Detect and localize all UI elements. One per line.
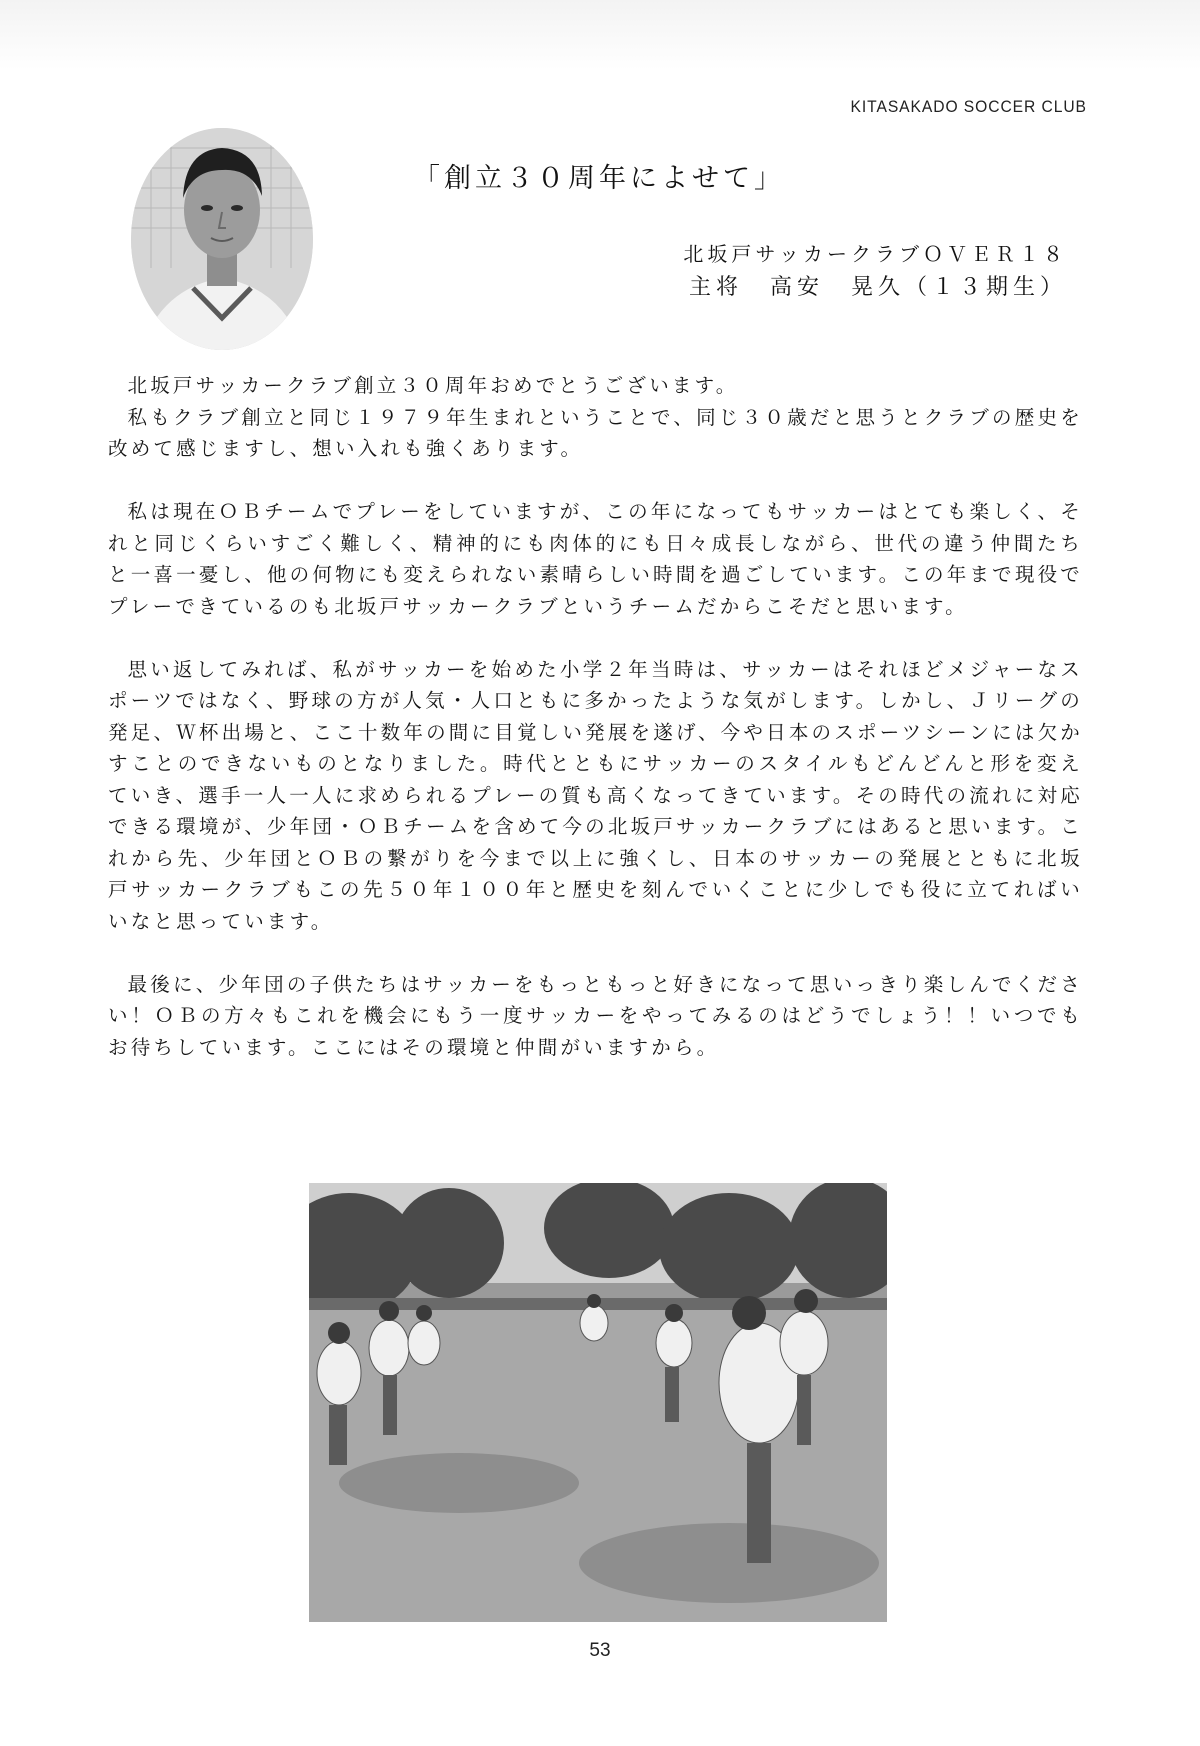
author-name: 主将 高安 晃久（１３期生） [688,275,1067,300]
author-portrait [131,128,313,350]
team-training-photo [309,1183,887,1622]
paragraph-closing: 最後に、少年団の子供たちはサッカーをもっともっと好きになって思いっきり楽しんでください！ＯＢの方々もこれを機会にもう一度サッカーをやってみるのはどうでしょう！！いつでもお待ちしています。ここにはその環境と仲間がいますから。 [108,972,1083,1059]
author-organization: 北坂戸サッカークラブＯＶＥＲ１８ [683,242,1067,266]
paragraph-birth-year: 私もクラブ創立と同じ１９７９年生まれということで、同じ３０歳だと思うとクラブの歴史を改めて感じますし、想い入れも強くあります。 [108,405,1083,460]
scan-edge-shading [0,0,1200,70]
article-body [108,370,1083,1095]
paragraph-ob-team: 私は現在ＯＢチームでプレーをしていますが、この年になってもサッカーはとても楽しく、それと同じくらいすごく難しく、精神的にも肉体的にも日々成長しながら、世代の違う仲間たちと一喜一憂し、他の何物にも変えられない素晴らしい時間を過ごしています。この年まで現役でプレーできているのも北坂戸サッカークラブというチームだからこそだと思います。 [108,500,1083,618]
paragraph-greeting: 北坂戸サッカークラブ創立３０周年おめでとうございます。 [127,374,739,397]
paragraph-history: 思い返してみれば、私がサッカーを始めた小学２年当時は、サッカーはそれほどメジャーなスポーツではなく、野球の方が人気・人口ともに多かったような気がします。しかし、Ｊリーグの発足、Ｗ杯出場と、ここ十数年の間に目覚しい発展を遂げ、今や日本のスポーツシーンには欠かすことのできないものとなりました。時代とともにサッカーのスタイルもどんどんと形を変えていき、選手一人一人に求められるプレーの質も高くなってきています。その時代の流れに対応できる環境が、少年団・ＯＢチームを含めて今の北坂戸サッカークラブにはあると思います。これから先、少年団とＯＢの繋がりを今まで以上に強くし、日本のサッカーの発展とともに北坂戸サッカークラブもこの先５０年１００年と歴史を刻んでいくことに少しでも役に立てればいいなと思っています。 [108,657,1083,933]
byline [683,238,1067,304]
page-number: 53 [589,1640,611,1661]
running-header: KITASAKADO SOCCER CLUB [850,97,1087,116]
article-title: 「創立３０周年によせて」 [413,163,785,194]
